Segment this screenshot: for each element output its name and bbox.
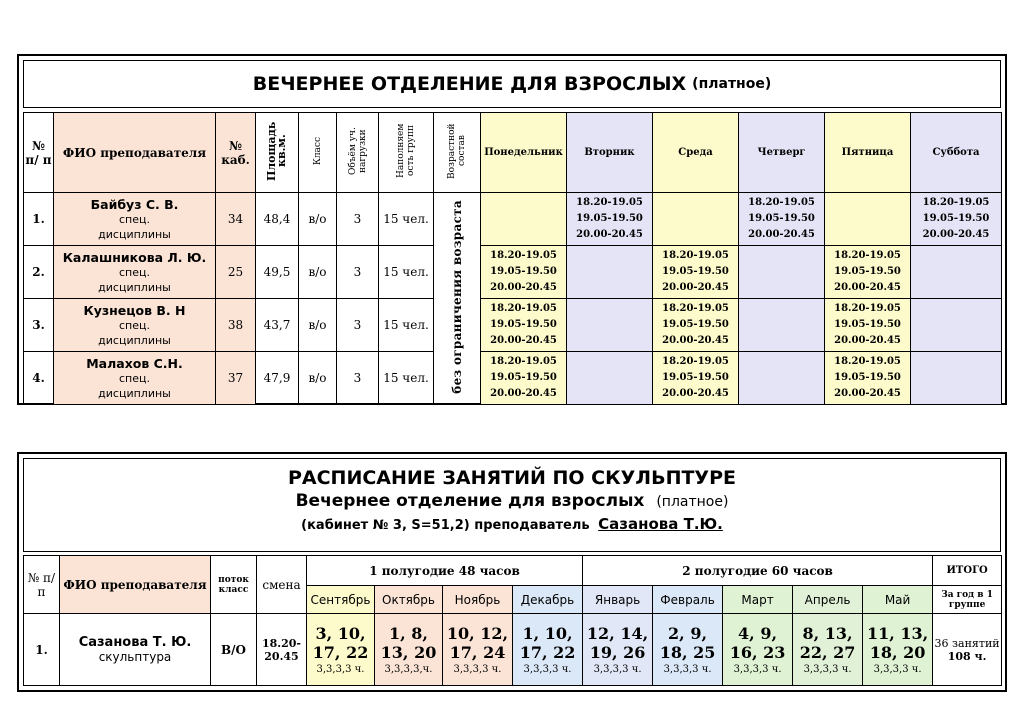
teacher-role-2: дисциплины: [98, 386, 171, 400]
lesson-time: 20.00-20.45: [576, 229, 643, 240]
month-cell: [307, 614, 375, 686]
row-volume: 3: [337, 299, 379, 352]
row-cab: 38: [216, 299, 256, 352]
day-cell-thu: [739, 352, 825, 405]
month-cell: [375, 614, 443, 686]
row-num: 4.: [24, 352, 54, 405]
evening-row: [24, 193, 1002, 246]
row-cab: 25: [216, 246, 256, 299]
lesson-dates: 4, 9, 16, 23: [729, 624, 786, 662]
lesson-time: 19.05-19.50: [576, 213, 643, 224]
month-cell: [583, 614, 653, 686]
lesson-time: 19.05-19.50: [490, 319, 557, 330]
day-cell-thu: [739, 299, 825, 352]
header-area: Площадь кв.м.: [256, 113, 299, 193]
day-cell-mon: [481, 193, 567, 246]
day-cell-thu: [739, 193, 825, 246]
teacher-role-2: дисциплины: [98, 280, 171, 294]
header-volume: Объём уч. нагрузки: [337, 113, 379, 193]
month-cell: [653, 614, 723, 686]
row-fio: [54, 246, 216, 299]
s-row-shift: 18.20- 20.45: [257, 614, 307, 686]
evening-header-row: [24, 113, 1002, 193]
lesson-time: 18.20-19.05: [662, 250, 729, 261]
month-header: Сентябрь: [307, 586, 375, 614]
teacher-name: Кузнецов В. Н: [83, 302, 186, 318]
evening-row: [24, 352, 1002, 405]
row-fio: [54, 193, 216, 246]
lesson-time: 20.00-20.45: [834, 282, 901, 293]
day-cell-wed: [653, 193, 739, 246]
s-row-fio: [60, 614, 211, 686]
day-cell-fri: [825, 246, 911, 299]
lesson-time: 18.20-19.05: [834, 250, 901, 261]
lesson-time: 19.05-19.50: [662, 319, 729, 330]
lesson-time: 19.05-19.50: [490, 372, 557, 383]
lesson-time: 19.05-19.50: [662, 372, 729, 383]
lesson-hours: 3,3,3,3 ч.: [663, 664, 712, 675]
lesson-time: 20.00-20.45: [834, 335, 901, 346]
lesson-dates: 3, 10, 17, 22: [312, 624, 369, 662]
month-header: Май: [863, 586, 933, 614]
evening-title: [23, 60, 1001, 108]
age-note-cell: [434, 193, 481, 405]
evening-row: [24, 299, 1002, 352]
header-wed: Среда: [653, 113, 739, 193]
s-header-num: № п/п: [24, 556, 60, 614]
row-num: 2.: [24, 246, 54, 299]
header-class: Класс: [299, 113, 337, 193]
lesson-time: 20.00-20.45: [490, 282, 557, 293]
lesson-time: 18.20-19.05: [748, 197, 815, 208]
row-area: 43,7: [256, 299, 299, 352]
evening-title-main: ВЕЧЕРНЕЕ ОТДЕЛЕНИЕ ДЛЯ ВЗРОСЛЫХ: [252, 73, 687, 95]
row-volume: 3: [337, 193, 379, 246]
lesson-dates: 1, 8, 13, 20: [380, 624, 437, 662]
header-sat: Суббота: [911, 113, 1002, 193]
row-class: в/о: [299, 352, 337, 405]
s-header-half2: 2 полугодие 60 часов: [583, 556, 933, 586]
lesson-hours: 3,3,3,3 ч.: [523, 664, 572, 675]
lesson-time: 20.00-20.45: [922, 229, 990, 240]
day-cell-wed: [653, 246, 739, 299]
lesson-time: 19.05-19.50: [662, 266, 729, 277]
row-fill: 15 чел.: [379, 299, 434, 352]
header-cab: № каб.: [216, 113, 256, 193]
lesson-dates: 12, 14, 19, 26: [586, 624, 649, 662]
evening-title-sub: (платное): [692, 76, 772, 92]
s-header-flow: поток класс: [211, 556, 257, 614]
sculpture-room: (кабинет № 3, S=51,2) преподаватель: [301, 518, 590, 533]
day-cell-tue: [567, 193, 653, 246]
header-num: № п/ п: [24, 113, 54, 193]
month-cell: [863, 614, 933, 686]
row-volume: 3: [337, 352, 379, 405]
lesson-time: 18.20-19.05: [662, 303, 729, 314]
teacher-role-1: спец.: [119, 318, 150, 332]
sculpture-title: РАСПИСАНИЕ ЗАНЯТИЙ ПО СКУЛЬПТУРЕ: [287, 467, 736, 489]
lesson-time: 18.20-19.05: [576, 197, 643, 208]
lesson-hours: 3,3,3,3 ч.: [593, 664, 642, 675]
day-cell-fri: [825, 193, 911, 246]
lesson-time: 19.05-19.50: [922, 213, 990, 224]
sculpture-room-line: [24, 515, 1000, 533]
header-thu: Четверг: [739, 113, 825, 193]
lesson-time: 19.05-19.50: [834, 319, 901, 330]
s-header-fio: ФИО преподавателя: [60, 556, 211, 614]
day-cell-mon: [481, 299, 567, 352]
sculpture-subtitle-main: Вечернее отделение для взрослых: [295, 491, 645, 511]
day-cell-wed: [653, 352, 739, 405]
s-row-num: 1.: [24, 614, 60, 686]
month-header: Декабрь: [513, 586, 583, 614]
sculpture-teacher: Сазанова Т.Ю.: [598, 515, 723, 533]
teacher-name: Калашникова Л. Ю.: [62, 249, 207, 265]
row-cab: 37: [216, 352, 256, 405]
lesson-dates: 8, 13, 22, 27: [799, 624, 856, 662]
row-class: в/о: [299, 299, 337, 352]
lesson-time: 20.00-20.45: [490, 388, 557, 399]
lesson-dates: 11, 13, 18, 20: [866, 624, 929, 662]
s-row-name: Сазанова Т. Ю.: [78, 634, 192, 650]
month-header: Февраль: [653, 586, 723, 614]
s-row-flow: В/О: [211, 614, 257, 686]
lesson-time: 18.20-19.05: [662, 356, 729, 367]
lesson-time: 20.00-20.45: [662, 335, 729, 346]
evening-row: [24, 246, 1002, 299]
header-mon: Понедельник: [481, 113, 567, 193]
row-class: в/о: [299, 246, 337, 299]
teacher-role-1: спец.: [119, 265, 150, 279]
day-cell-sat: [911, 352, 1002, 405]
lesson-time: 20.00-20.45: [662, 388, 729, 399]
sculpture-subtitle-small: (платное): [656, 494, 729, 510]
lesson-hours: 3,3,3,3,ч.: [384, 664, 433, 675]
lesson-dates: 10, 12, 17, 24: [446, 624, 509, 662]
row-fio: [54, 352, 216, 405]
sculpture-schedule-frame: [17, 452, 1007, 692]
month-header: Март: [723, 586, 793, 614]
day-cell-sat: [911, 299, 1002, 352]
s-header-half1: 1 полугодие 48 часов: [307, 556, 583, 586]
day-cell-sat: [911, 246, 1002, 299]
evening-table: [23, 112, 1002, 405]
header-tue: Вторник: [567, 113, 653, 193]
lesson-hours: 3,3,3,3 ч.: [873, 664, 922, 675]
lesson-hours: 3,3,3,3 ч.: [316, 664, 365, 675]
day-cell-fri: [825, 352, 911, 405]
row-area: 49,5: [256, 246, 299, 299]
row-fill: 15 чел.: [379, 246, 434, 299]
row-cab: 34: [216, 193, 256, 246]
total-count: 36 занятий: [934, 636, 1000, 650]
lesson-time: 19.05-19.50: [834, 372, 901, 383]
lesson-time: 18.20-19.05: [490, 250, 557, 261]
row-num: 3.: [24, 299, 54, 352]
day-cell-thu: [739, 246, 825, 299]
sculpture-subtitle: [24, 491, 1000, 511]
lesson-hours: 3,3,3,3 ч.: [733, 664, 782, 675]
month-cell: [793, 614, 863, 686]
lesson-dates: 1, 10, 17, 22: [519, 624, 576, 662]
lesson-time: 18.20-19.05: [490, 303, 557, 314]
lesson-time: 20.00-20.45: [834, 388, 901, 399]
sculpture-title-block: [23, 458, 1001, 552]
month-cell: [443, 614, 513, 686]
lesson-time: 19.05-19.50: [490, 266, 557, 277]
day-cell-mon: [481, 246, 567, 299]
day-cell-tue: [567, 352, 653, 405]
s-header-shift: смена: [257, 556, 307, 614]
lesson-time: 18.20-19.05: [834, 303, 901, 314]
s-row-total: [933, 614, 1002, 686]
row-fill: 15 чел.: [379, 193, 434, 246]
lesson-hours: 3,3,3,3 ч.: [803, 664, 852, 675]
day-cell-mon: [481, 352, 567, 405]
evening-schedule-frame: [17, 54, 1007, 405]
lesson-dates: 2, 9, 18, 25: [659, 624, 716, 662]
age-note: без ограничения возраста: [450, 200, 464, 394]
day-cell-tue: [567, 299, 653, 352]
teacher-role-2: дисциплины: [98, 227, 171, 241]
header-fio: ФИО преподавателя: [54, 113, 216, 193]
header-fri: Пятница: [825, 113, 911, 193]
s-header-total-sub: За год в 1 группе: [933, 586, 1002, 614]
lesson-time: 19.05-19.50: [834, 266, 901, 277]
teacher-role-1: спец.: [119, 371, 150, 385]
teacher-role-1: спец.: [119, 212, 150, 226]
month-cell: [513, 614, 583, 686]
row-class: в/о: [299, 193, 337, 246]
s-row-subject: скульптура: [98, 649, 172, 664]
lesson-time: 20.00-20.45: [662, 282, 729, 293]
day-cell-wed: [653, 299, 739, 352]
lesson-time: 20.00-20.45: [490, 335, 557, 346]
lesson-time: 20.00-20.45: [748, 229, 815, 240]
month-header: Октябрь: [375, 586, 443, 614]
month-cell: [723, 614, 793, 686]
sculpture-table: [23, 555, 1002, 686]
teacher-role-2: дисциплины: [98, 333, 171, 347]
teacher-name: Байбуз С. В.: [90, 196, 179, 212]
lesson-time: 19.05-19.50: [748, 213, 815, 224]
total-hours: 108 ч.: [947, 649, 987, 663]
lesson-time: 18.20-19.05: [834, 356, 901, 367]
lesson-hours: 3,3,3,3 ч.: [453, 664, 502, 675]
header-fill: Наполняем ость групп: [379, 113, 434, 193]
teacher-name: Малахов С.Н.: [86, 355, 183, 371]
month-header: Январь: [583, 586, 653, 614]
row-fio: [54, 299, 216, 352]
row-volume: 3: [337, 246, 379, 299]
month-header: Апрель: [793, 586, 863, 614]
s-header-total: ИТОГО: [933, 556, 1002, 586]
lesson-time: 18.20-19.05: [922, 197, 990, 208]
header-age: Возрастной состав: [434, 113, 481, 193]
row-num: 1.: [24, 193, 54, 246]
row-fill: 15 чел.: [379, 352, 434, 405]
row-area: 48,4: [256, 193, 299, 246]
month-header: Ноябрь: [443, 586, 513, 614]
row-area: 47,9: [256, 352, 299, 405]
day-cell-fri: [825, 299, 911, 352]
day-cell-tue: [567, 246, 653, 299]
day-cell-sat: [911, 193, 1002, 246]
sculpture-data-row: [24, 614, 1002, 686]
sculpture-header-row-1: [24, 556, 1002, 586]
lesson-time: 18.20-19.05: [490, 356, 557, 367]
